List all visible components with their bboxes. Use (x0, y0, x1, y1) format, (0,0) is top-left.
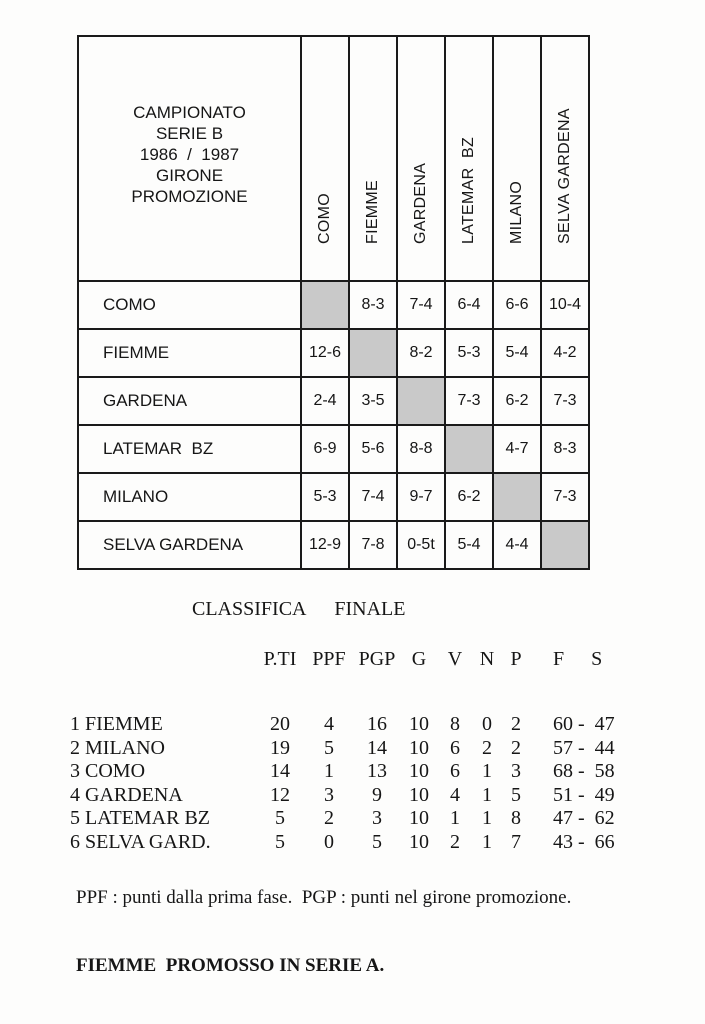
diagonal-cell (541, 521, 589, 569)
ppf: 4 (324, 713, 334, 736)
ppf: 1 (324, 760, 334, 783)
score-cell: 6-2 (445, 473, 493, 521)
points: 20 (270, 713, 290, 736)
column-header-latemar (445, 36, 493, 281)
won: 8 (450, 713, 460, 736)
pgp: 3 (372, 807, 382, 830)
goals: 43 - 66 (553, 830, 615, 853)
won: 2 (450, 830, 460, 853)
header-pgp: PGP (358, 647, 396, 670)
row-team-name: GARDENA (78, 377, 301, 425)
won: 4 (450, 783, 460, 806)
header-s: S (591, 647, 603, 670)
played: 10 (409, 830, 429, 853)
title-line: CAMPIONATO (133, 103, 246, 122)
column-header-como (301, 36, 349, 281)
diagonal-cell (349, 329, 397, 377)
header-g: G (411, 647, 427, 670)
score-cell: 12-9 (301, 521, 349, 569)
column-label: GARDENA (412, 162, 429, 244)
promotion-notice: FIEMME PROMOSSO IN SERIE A. (76, 955, 385, 976)
title-line: PROMOZIONE (131, 187, 248, 206)
goals: 51 - 49 (553, 783, 615, 806)
matrix-row-gardena (78, 377, 589, 425)
column-label: LATEMAR BZ (460, 136, 477, 244)
score-cell: 7-4 (397, 281, 445, 329)
column-header-milano (493, 36, 541, 281)
column-header-selva-gardena (541, 36, 589, 281)
drawn: 1 (482, 783, 492, 806)
row-team-name: LATEMAR BZ (78, 425, 301, 473)
diagonal-cell (493, 473, 541, 521)
score-cell: 5-6 (349, 425, 397, 473)
score-cell: 7-3 (445, 377, 493, 425)
column-label: SELVA GARDENA (556, 108, 573, 244)
score-cell: 0-5t (397, 521, 445, 569)
header-n: N (479, 647, 495, 670)
goals: 47 - 62 (553, 807, 615, 830)
points: 12 (270, 783, 290, 806)
score-cell: 7-8 (349, 521, 397, 569)
ppf: 3 (324, 783, 334, 806)
team-name: 1 FIEMME (70, 713, 163, 736)
matrix-row-como (78, 281, 589, 329)
played: 10 (409, 807, 429, 830)
played: 10 (409, 760, 429, 783)
team-name: 4 GARDENA (70, 783, 183, 806)
pgp: 13 (367, 760, 387, 783)
column-header-gardena (397, 36, 445, 281)
lost: 5 (511, 783, 521, 806)
ppf: 5 (324, 736, 334, 759)
played: 10 (409, 713, 429, 736)
score-cell: 7-4 (349, 473, 397, 521)
ppf: 0 (324, 830, 334, 853)
header-v: V (447, 647, 463, 670)
matrix-header-row (78, 36, 589, 281)
drawn: 1 (482, 760, 492, 783)
team-name: 5 LATEMAR BZ (70, 807, 210, 830)
row-team-name: COMO (78, 281, 301, 329)
standings-row (70, 784, 653, 808)
column-label: FIEMME (364, 179, 381, 244)
pgp: 16 (367, 713, 387, 736)
column-label: COMO (316, 193, 333, 244)
row-team-name: MILANO (78, 473, 301, 521)
lost: 8 (511, 807, 521, 830)
title-line: SERIE B (155, 124, 224, 143)
standings-table (70, 645, 653, 854)
score-cell: 8-3 (349, 281, 397, 329)
score-cell: 4-7 (493, 425, 541, 473)
column-header-fiemme (349, 36, 397, 281)
row-team-name: SELVA GARDENA (78, 521, 301, 569)
standings-header-row (70, 645, 653, 713)
team-name: 6 SELVA GARD. (70, 830, 211, 853)
score-cell: 6-2 (493, 377, 541, 425)
drawn: 1 (482, 807, 492, 830)
won: 1 (450, 807, 460, 830)
diagonal-cell (445, 425, 493, 473)
score-cell: 12-6 (301, 329, 349, 377)
score-cell: 4-2 (541, 329, 589, 377)
goals: 68 - 58 (553, 760, 615, 783)
header-p: P (510, 647, 522, 670)
score-cell: 8-3 (541, 425, 589, 473)
goals: 60 - 47 (553, 713, 615, 736)
lost: 2 (511, 713, 521, 736)
standings-row (70, 713, 653, 737)
title-line: 1986 / 1987 (139, 145, 240, 164)
pgp: 9 (372, 783, 382, 806)
matrix-row-fiemme (78, 329, 589, 377)
points: 14 (270, 760, 290, 783)
header-team (70, 645, 255, 713)
header-pti: P.TI (263, 647, 297, 670)
score-cell: 6-9 (301, 425, 349, 473)
score-cell: 7-3 (541, 473, 589, 521)
standings-row (70, 831, 653, 855)
standings-row (70, 760, 653, 784)
score-cell: 6-4 (445, 281, 493, 329)
score-cell: 2-4 (301, 377, 349, 425)
column-label: MILANO (508, 180, 525, 244)
title-line: GIRONE (155, 166, 224, 185)
matrix-row-selva-gardena (78, 521, 589, 569)
won: 6 (450, 760, 460, 783)
drawn: 1 (482, 830, 492, 853)
won: 6 (450, 736, 460, 759)
score-cell: 8-2 (397, 329, 445, 377)
pgp: 5 (372, 830, 382, 853)
score-cell: 7-3 (541, 377, 589, 425)
played: 10 (409, 783, 429, 806)
lost: 3 (511, 760, 521, 783)
matrix-row-milano (78, 473, 589, 521)
drawn: 0 (482, 713, 492, 736)
score-cell: 4-4 (493, 521, 541, 569)
drawn: 2 (482, 736, 492, 759)
team-name: 2 MILANO (70, 736, 165, 759)
lost: 2 (511, 736, 521, 759)
matrix-row-latemar (78, 425, 589, 473)
standings-row (70, 737, 653, 761)
standings-title: CLASSIFICA FINALE (192, 598, 406, 620)
points: 19 (270, 736, 290, 759)
score-cell: 6-6 (493, 281, 541, 329)
score-cell: 10-4 (541, 281, 589, 329)
lost: 7 (511, 830, 521, 853)
matrix-title (78, 36, 301, 281)
score-cell: 8-8 (397, 425, 445, 473)
header-f: F (553, 647, 565, 670)
legend-note: PPF : punti dalla prima fase. PGP : punti nel girone promozione. (76, 887, 572, 908)
row-team-name: FIEMME (78, 329, 301, 377)
score-cell: 9-7 (397, 473, 445, 521)
team-name: 3 COMO (70, 760, 146, 783)
score-cell: 5-3 (301, 473, 349, 521)
played: 10 (409, 736, 429, 759)
score-cell: 5-4 (445, 521, 493, 569)
goals: 57 - 44 (553, 736, 615, 759)
pgp: 14 (367, 736, 387, 759)
header-ppf: PPF (312, 647, 346, 670)
header-f-s (531, 645, 653, 713)
points: 5 (275, 807, 285, 830)
standings-row (70, 807, 653, 831)
diagonal-cell (397, 377, 445, 425)
results-matrix (77, 35, 590, 570)
points: 5 (275, 830, 285, 853)
score-cell: 5-3 (445, 329, 493, 377)
diagonal-cell (301, 281, 349, 329)
ppf: 2 (324, 807, 334, 830)
score-cell: 5-4 (493, 329, 541, 377)
score-cell: 3-5 (349, 377, 397, 425)
